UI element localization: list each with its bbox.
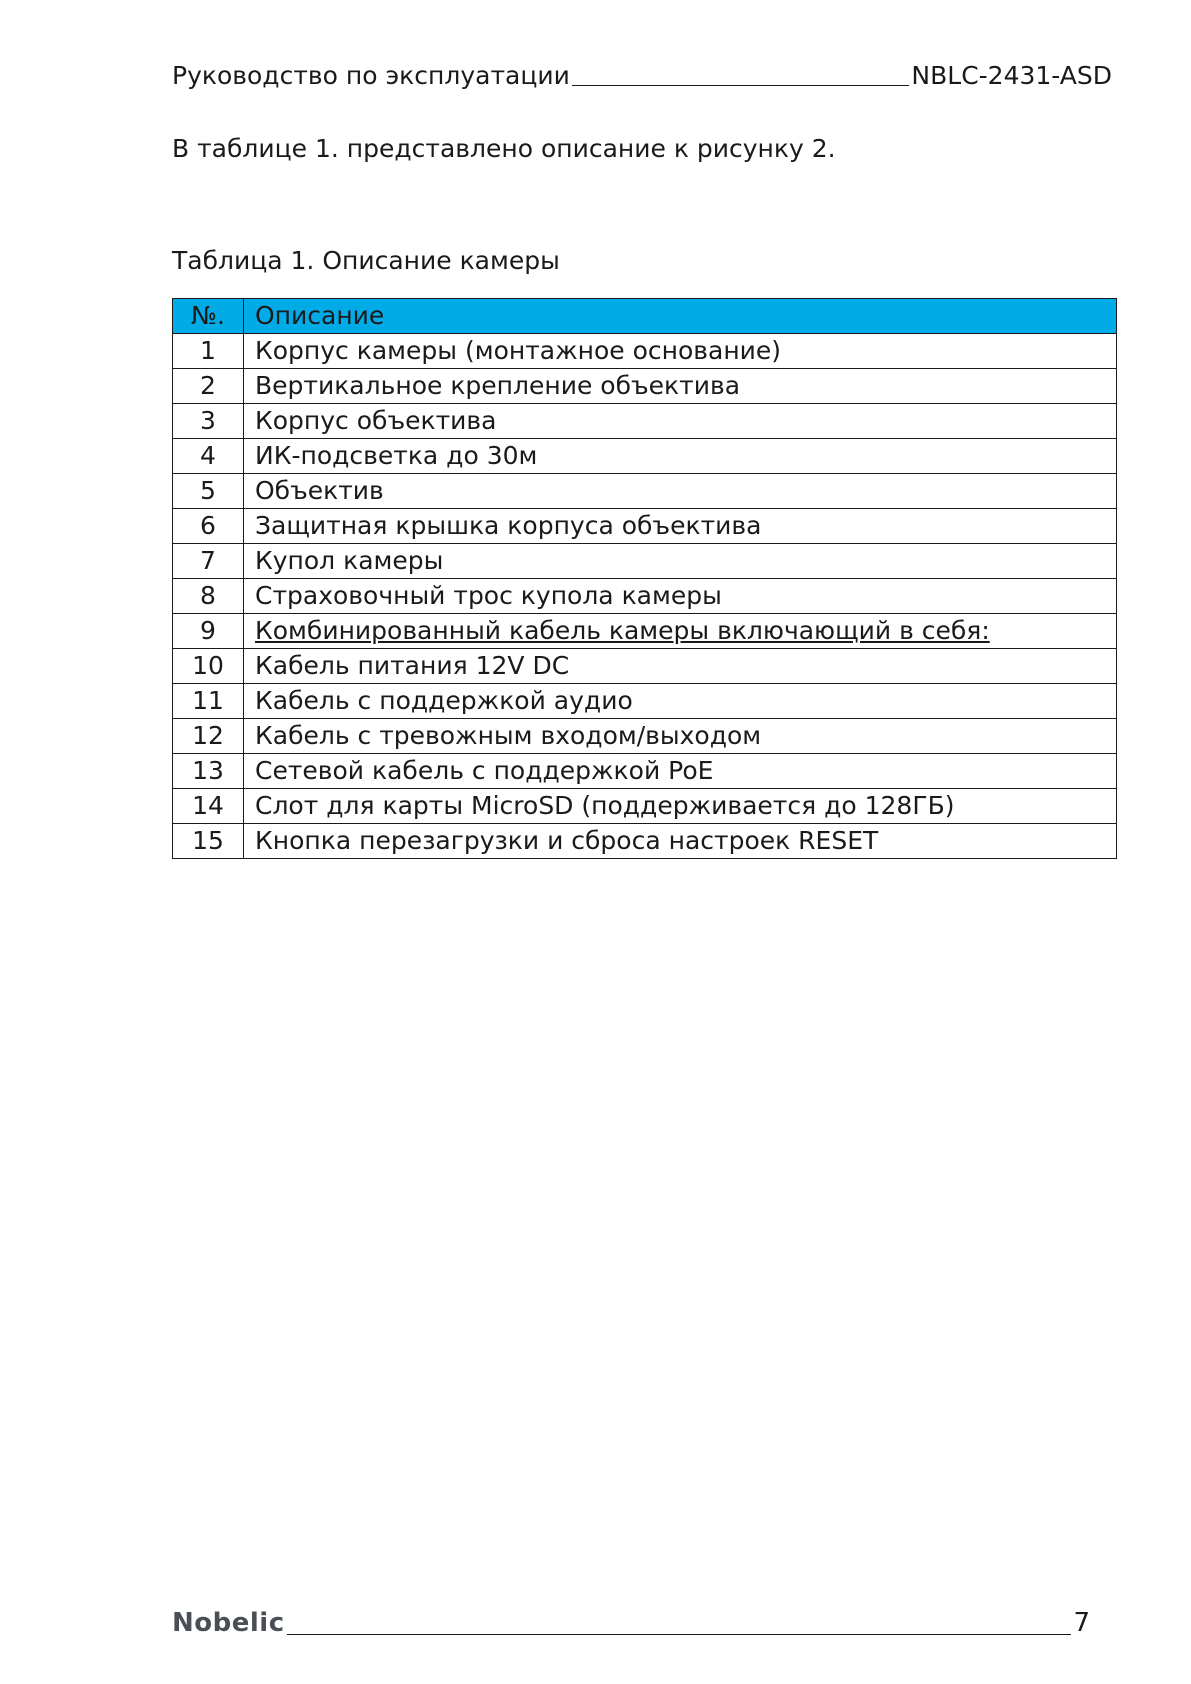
row-number: 15 bbox=[173, 824, 244, 859]
row-number: 2 bbox=[173, 369, 244, 404]
table-caption: Таблица 1. Описание камеры bbox=[172, 246, 560, 275]
table-row bbox=[173, 544, 1117, 579]
row-number: 12 bbox=[173, 719, 244, 754]
row-description: Страховочный трос купола камеры bbox=[244, 579, 1117, 614]
row-number: 5 bbox=[173, 474, 244, 509]
footer-rule bbox=[287, 1634, 1072, 1635]
table-row bbox=[173, 439, 1117, 474]
table-row bbox=[173, 509, 1117, 544]
row-number: 6 bbox=[173, 509, 244, 544]
page-footer bbox=[172, 1606, 1090, 1640]
row-number: 10 bbox=[173, 649, 244, 684]
row-description: Сетевой кабель с поддержкой PoE bbox=[244, 754, 1117, 789]
row-description: Кабель с поддержкой аудио bbox=[244, 684, 1117, 719]
row-number: 3 bbox=[173, 404, 244, 439]
row-description: Корпус камеры (монтажное основание) bbox=[244, 334, 1117, 369]
row-number: 1 bbox=[173, 334, 244, 369]
row-description: Купол камеры bbox=[244, 544, 1117, 579]
table-row bbox=[173, 614, 1117, 649]
table-row bbox=[173, 684, 1117, 719]
header-rule bbox=[572, 85, 910, 86]
camera-description-table bbox=[172, 298, 1117, 859]
table-row bbox=[173, 579, 1117, 614]
page-header bbox=[172, 60, 1112, 92]
table-row bbox=[173, 789, 1117, 824]
row-description: Вертикальное крепление объектива bbox=[244, 369, 1117, 404]
table-row bbox=[173, 334, 1117, 369]
manual-title: Руководство по эксплуатации bbox=[172, 61, 570, 90]
row-description: Кабель питания 12V DC bbox=[244, 649, 1117, 684]
page-number: 7 bbox=[1073, 1608, 1090, 1638]
row-description: Корпус объектива bbox=[244, 404, 1117, 439]
intro-text: В таблице 1. представлено описание к рисунку 2. bbox=[172, 134, 836, 163]
table-header-row bbox=[173, 299, 1117, 334]
brand-name: Nobelic bbox=[172, 1608, 285, 1638]
table-row bbox=[173, 369, 1117, 404]
table-row bbox=[173, 824, 1117, 859]
row-number: 7 bbox=[173, 544, 244, 579]
row-number: 11 bbox=[173, 684, 244, 719]
table-row bbox=[173, 404, 1117, 439]
row-number: 14 bbox=[173, 789, 244, 824]
row-description: Кнопка перезагрузки и сброса настроек RESET bbox=[244, 824, 1117, 859]
row-number: 9 bbox=[173, 614, 244, 649]
row-description: ИК-подсветка до 30м bbox=[244, 439, 1117, 474]
row-number: 4 bbox=[173, 439, 244, 474]
model-number: NBLC-2431-ASD bbox=[911, 61, 1112, 90]
row-description: Кабель с тревожным входом/выходом bbox=[244, 719, 1117, 754]
row-description: Объектив bbox=[244, 474, 1117, 509]
table-row bbox=[173, 754, 1117, 789]
table-row bbox=[173, 474, 1117, 509]
row-description: Комбинированный кабель камеры включающий в себя: bbox=[244, 614, 1117, 649]
row-description: Слот для карты MicroSD (поддерживается до 128ГБ) bbox=[244, 789, 1117, 824]
column-header-number: №. bbox=[173, 299, 244, 334]
column-header-description: Описание bbox=[244, 299, 1117, 334]
table-row bbox=[173, 649, 1117, 684]
row-description: Защитная крышка корпуса объектива bbox=[244, 509, 1117, 544]
row-number: 13 bbox=[173, 754, 244, 789]
row-number: 8 bbox=[173, 579, 244, 614]
table-row bbox=[173, 719, 1117, 754]
